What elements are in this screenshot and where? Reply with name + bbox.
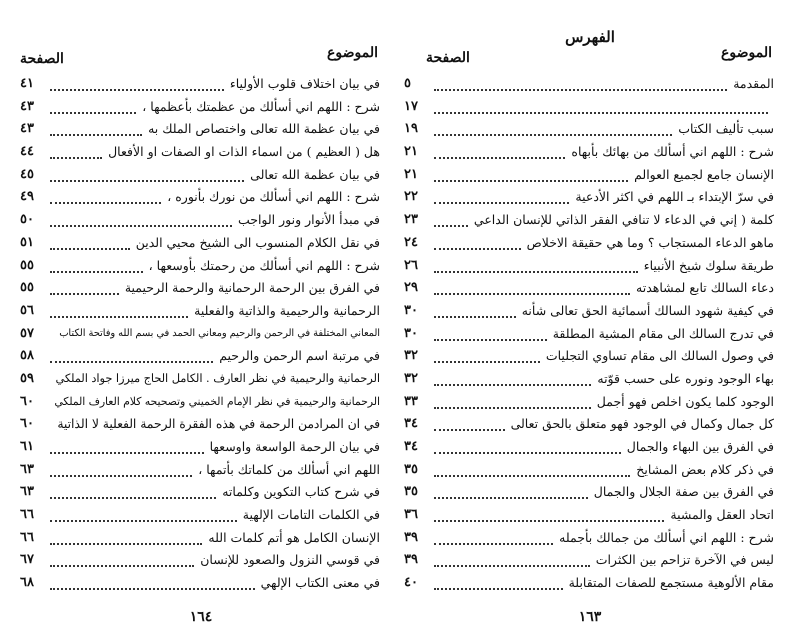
dot-leader <box>50 510 237 522</box>
toc-entry <box>20 505 382 528</box>
right-page <box>404 0 776 639</box>
toc-entry-page: ٥ <box>404 76 411 91</box>
toc-entry <box>404 74 776 97</box>
toc-entry <box>404 165 776 188</box>
toc-entry-topic: دعاء السالك تابع لمشاهدته <box>636 280 774 296</box>
toc-entry-page: ٦٣ <box>20 461 34 477</box>
toc-entry-topic: الرحمانية والرحيمية في نظر العارف . الكامل الحاج ميرزا جواد الملكي <box>55 371 380 385</box>
toc-entry-page: ٣٣ <box>404 393 418 409</box>
toc-entry-page: ٥٨ <box>20 348 34 364</box>
toc-entry-page: ٥٠ <box>20 212 34 228</box>
toc-entry-topic: في بيان اختلاف قلوب الأولياء <box>229 76 380 91</box>
dot-leader <box>50 102 136 114</box>
toc-entry <box>20 324 382 347</box>
toc-entry-page: ٣٩ <box>404 552 418 568</box>
toc-entry-topic: ماهو الدعاء المستجاب ؟ وما هي حقيقة الاخلاص <box>526 234 774 250</box>
toc-entry-page: ٢١ <box>404 144 418 160</box>
toc-entry <box>20 233 382 256</box>
toc-entry <box>404 505 776 528</box>
toc-entry <box>20 369 382 392</box>
toc-entry-page: ٢١ <box>404 166 418 182</box>
dot-leader <box>50 465 192 477</box>
dot-leader <box>434 261 638 273</box>
toc-entry-topic: الإنسان الكامل هو أتم كلمات الله <box>208 529 380 545</box>
dot-leader <box>50 79 224 91</box>
toc-entry-page: ٣٤ <box>404 439 418 454</box>
dot-leader <box>434 102 768 114</box>
dot-leader <box>50 170 244 182</box>
toc-entry <box>20 528 382 551</box>
toc-entry-page: ٦٣ <box>20 484 34 500</box>
toc-entry <box>404 437 776 460</box>
toc-entry-page: ٥٧ <box>20 325 34 341</box>
toc-entry <box>404 233 776 256</box>
dot-leader <box>434 487 588 499</box>
toc-entry <box>20 74 382 97</box>
toc-entry-topic: المقدمة <box>733 76 774 91</box>
toc-entry <box>20 346 382 369</box>
toc-entry-page: ٤٣ <box>20 98 34 114</box>
toc-entry-page: ٥١ <box>20 234 34 250</box>
toc-entry-page: ١٩ <box>404 121 418 137</box>
toc-entry-page: ٥٥ <box>20 257 34 273</box>
toc-entry-topic: في الفرق بين الرحمة الرحمانية والرحمة الرحيمية <box>124 280 380 296</box>
toc-entry <box>404 392 776 415</box>
dot-leader <box>434 283 630 295</box>
toc-entry <box>404 460 776 483</box>
toc-entry-topic: في نقل الكلام المنسوب الى الشيخ محيي الدين <box>135 234 380 250</box>
toc-entry <box>404 256 776 279</box>
toc-entry-topic: في مرتبة اسم الرحمن والرحيم <box>219 348 380 364</box>
dot-leader <box>434 465 630 477</box>
toc-entry <box>20 437 382 460</box>
left-page <box>20 0 382 639</box>
toc-entry-page: ٢٩ <box>404 280 418 296</box>
toc-entry <box>404 278 776 301</box>
dot-leader <box>434 419 505 431</box>
toc-entry <box>404 550 776 573</box>
toc-entry-topic: سبب تأليف الكتاب <box>678 121 774 137</box>
toc-entry-page: ٣٦ <box>404 507 418 523</box>
dot-leader <box>50 147 102 159</box>
dot-leader <box>434 215 468 227</box>
toc-entry-topic: اللهم اني أسألك من كلماتك بأتمها ، <box>198 461 380 477</box>
page-title: الفهرس <box>565 28 615 46</box>
dot-leader <box>434 397 591 409</box>
toc-entry <box>404 482 776 505</box>
toc-entry-page: ٣٠ <box>404 325 418 341</box>
toc-entry-page: ٦٧ <box>20 552 34 568</box>
toc-entry-topic: بهاء الوجود ونوره على حسب قوّته <box>597 370 774 386</box>
toc-entry-topic: في كيفية شهود السالك أسمائية الحق تعالى شأنه <box>521 302 774 318</box>
dot-leader <box>434 329 547 341</box>
toc-entry-topic: المعاني المختلفة في الرحمن والرحيم ومعاني الحمد في بسم الله وفاتحة الكتاب <box>59 327 380 339</box>
toc-entry <box>404 142 776 165</box>
toc-entry-page: ٣٥ <box>404 484 418 500</box>
dot-leader <box>434 124 672 136</box>
toc-entry <box>20 187 382 210</box>
toc-entry-topic: اتحاد العقل والمشية <box>670 507 774 523</box>
toc-entry-page: ٤٠ <box>404 575 418 591</box>
dot-leader <box>434 510 664 522</box>
toc-entry-page: ٣٩ <box>404 529 418 545</box>
toc-entry-page: ٤٣ <box>20 121 34 137</box>
toc-entry-topic: الوجود كلما يكون اخلص فهو أجمل <box>596 393 774 409</box>
toc-entry <box>404 187 776 210</box>
toc-entry-topic: في سرّ الإبتداء بـ اللهم في اكثر الأدعية <box>575 189 774 205</box>
toc-entry-topic: هل ( العظيم ) من اسماء الذات او الصفات او الأفعال <box>108 144 380 160</box>
toc-entry-topic: في الفرق بين البهاء والجمال <box>626 439 774 454</box>
dot-leader <box>434 192 569 204</box>
dot-leader <box>50 578 255 590</box>
toc-entry-page: ٦١ <box>20 439 34 454</box>
dot-leader <box>434 147 565 159</box>
toc-entry <box>20 550 382 573</box>
toc-entry-page: ٤٤ <box>20 144 34 160</box>
toc-entry <box>404 119 776 142</box>
toc-entry-topic: في ان المرادمن الرحمة في هذه الفقرة الرحمة الفعلية لا الذاتية <box>57 417 380 432</box>
toc-entry <box>20 482 382 505</box>
toc-entry <box>404 528 776 551</box>
right-toc-list <box>404 74 776 596</box>
toc-entry-page: ٥٩ <box>20 370 34 386</box>
left-toc-list <box>20 74 382 596</box>
toc-entry-topic: الرحمانية والرحيمية في نظر الإمام الخميني وتصحيحه كلام العارف الملكي <box>54 394 380 408</box>
toc-entry <box>20 142 382 165</box>
toc-entry <box>20 165 382 188</box>
toc-entry-page: ٥٦ <box>20 302 34 318</box>
toc-entry-topic: في بيان الرحمة الواسعة واوسعها <box>209 439 380 454</box>
toc-entry-page: ٤٩ <box>20 189 34 205</box>
toc-entry <box>20 573 382 596</box>
toc-entry <box>20 460 382 483</box>
dot-leader <box>50 442 204 454</box>
dot-leader <box>434 533 553 545</box>
dot-leader <box>50 261 143 273</box>
toc-entry <box>404 573 776 596</box>
toc-entry-page: ٢٦ <box>404 257 418 273</box>
left-header-topic: الموضوع <box>327 45 378 61</box>
toc-entry-page: ١٧ <box>404 98 418 114</box>
toc-entry-topic: شرح : اللهم اني أسألك من نورك بأنوره ، <box>167 189 380 205</box>
toc-entry-topic: كل جمال وكمال في الوجود فهو متعلق بالحق تعالى <box>510 416 774 432</box>
toc-entry <box>404 210 776 233</box>
toc-entry-topic: طريقة سلوك شيخ الأنبياء <box>643 257 774 273</box>
toc-entry-topic: شرح : اللهم اني أسألك من رحمتك بأوسعها ، <box>148 257 380 273</box>
right-header-page: الصفحة <box>426 50 470 66</box>
toc-entry-page: ٣٤ <box>404 416 418 432</box>
toc-entry-page: ٥٥ <box>20 280 34 296</box>
toc-entry <box>20 278 382 301</box>
toc-entry-topic: في الكلمات التامات الإلهية <box>242 507 380 523</box>
dot-leader <box>434 170 628 182</box>
toc-entry <box>20 301 382 324</box>
toc-entry-page: ٦٠ <box>20 416 34 432</box>
toc-entry-topic: في قوسي النزول والصعود للإنسان <box>200 552 380 568</box>
toc-entry-topic: شرح : اللهم اني أسألك من عظمتك بأعظمها ، <box>142 98 380 114</box>
toc-entry-page: ٢٢ <box>404 189 418 205</box>
dot-leader <box>50 283 119 295</box>
toc-entry-page: ٣٠ <box>404 302 418 318</box>
dot-leader <box>434 351 540 363</box>
toc-entry-page: ٣٢ <box>404 348 418 364</box>
toc-entry-topic: في ذكر كلام بعض المشايخ <box>636 461 774 477</box>
dot-leader <box>50 555 194 567</box>
dot-leader <box>50 533 202 545</box>
toc-entry-topic: في تدرج السالك الى مقام المشية المطلقة <box>552 325 774 341</box>
dot-leader <box>50 215 232 227</box>
toc-entry-topic: الإنسان جامع لجميع العوالم <box>634 166 774 182</box>
toc-entry <box>404 369 776 392</box>
right-page-number: ١٦٣ <box>578 609 602 625</box>
toc-entry-page: ٦٦ <box>20 529 34 545</box>
left-page-number: ١٦٤ <box>189 609 213 625</box>
toc-entry-topic: مقام الألوهية مستجمع للصفات المتقابلة <box>568 575 774 591</box>
toc-entry-page: ٣٢ <box>404 370 418 386</box>
toc-entry-page: ٣٥ <box>404 461 418 477</box>
toc-entry-topic: في شرح كتاب التكوين وكلماته <box>222 484 380 500</box>
right-header-topic: الموضوع <box>721 45 772 61</box>
toc-entry <box>20 392 382 415</box>
toc-entry-topic: شرح : اللهم اني أسألك من جمالك بأجمله <box>559 529 774 545</box>
dot-leader <box>434 238 521 250</box>
toc-entry-topic: في بيان عظمة الله تعالى واختصاص الملك به <box>148 121 380 137</box>
toc-entry <box>20 119 382 142</box>
toc-entry <box>404 346 776 369</box>
left-header-page: الصفحة <box>20 51 64 67</box>
toc-entry-page: ٦٦ <box>20 507 34 523</box>
toc-entry-topic: شرح : اللهم اني أسألك من بهائك بأبهاه <box>571 144 774 160</box>
toc-entry-page: ٢٤ <box>404 234 418 250</box>
toc-entry <box>404 324 776 347</box>
dot-leader <box>434 306 516 318</box>
dot-leader <box>434 555 590 567</box>
toc-entry-topic: ليس في الآخرة تزاحم بين الكثرات <box>595 552 774 568</box>
dot-leader <box>50 487 216 499</box>
toc-entry-topic: الرحمانية والرحيمية والذاتية والفعلية <box>194 302 380 318</box>
toc-entry-topic: في مبدأ الأنوار ونور الواجب <box>237 212 380 228</box>
dot-leader <box>50 124 142 136</box>
toc-entry <box>20 256 382 279</box>
dot-leader <box>434 578 563 590</box>
toc-entry <box>20 97 382 120</box>
toc-entry-page: ٤٥ <box>20 166 34 182</box>
dot-leader <box>434 374 591 386</box>
toc-entry-page: ٦٠ <box>20 393 34 409</box>
toc-entry-page: ٦٨ <box>20 575 34 591</box>
toc-entry-topic: في وصول السالك الى مقام تساوي التجليات <box>545 348 774 364</box>
toc-entry <box>20 414 382 437</box>
toc-entry <box>404 97 776 120</box>
toc-entry <box>404 414 776 437</box>
dot-leader <box>434 79 727 91</box>
dot-leader <box>50 306 188 318</box>
toc-entry-page: ٢٣ <box>404 212 418 228</box>
toc-entry-page: ٤١ <box>20 76 34 91</box>
dot-leader <box>434 442 621 454</box>
toc-entry-topic: في معنى الكتاب الإلهي <box>260 575 380 591</box>
toc-entry <box>404 301 776 324</box>
toc-entry <box>20 210 382 233</box>
toc-entry-topic: في الفرق بين صفة الجلال والجمال <box>593 484 774 500</box>
dot-leader <box>50 192 161 204</box>
toc-entry-topic: كلمة ( إني في الدعاء لا تنافي الفقر الذاتي للإنسان الداعي <box>473 212 774 228</box>
dot-leader <box>50 351 213 363</box>
toc-entry-topic: في بيان عظمة الله تعالى <box>250 166 380 182</box>
dot-leader <box>50 238 130 250</box>
